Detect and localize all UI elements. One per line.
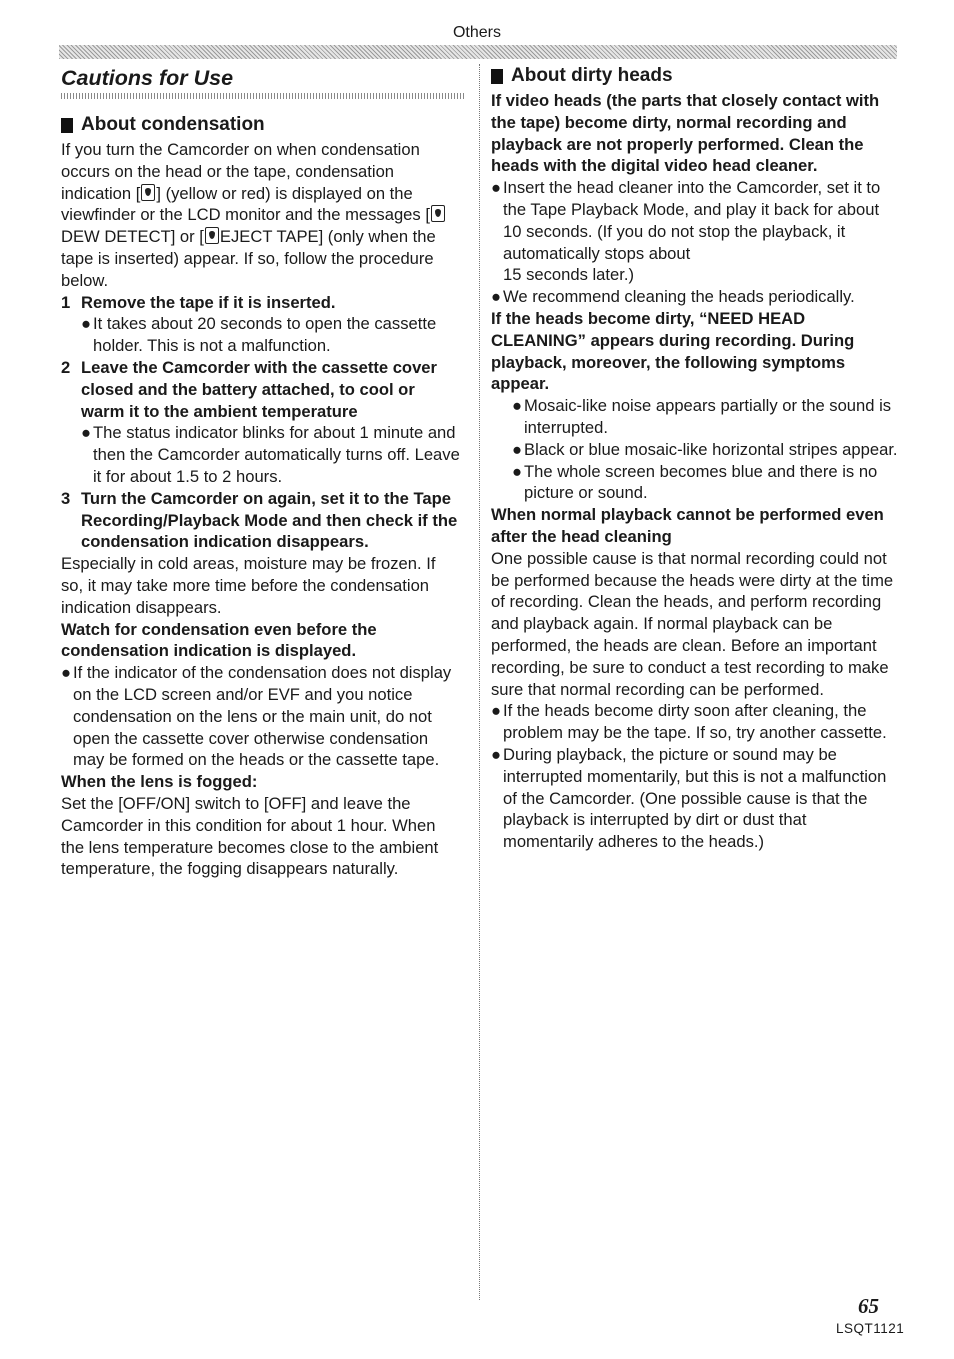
dirty-heads-heading [491,64,901,88]
interrupt-bullet [491,744,901,853]
interrupt-bullet-text: During playback, the picture or sound may be interrupted momentarily, but this is not a malfunction of the Camcorder. (One possible cause is that the playback is interrupted by dirt or dust that momentarily adheres to the heads.) [503,744,887,852]
condensation-heading-text: About condensation [81,114,265,135]
step-2 [61,357,461,422]
step-note-text: It takes about 20 seconds to open the cassette holder. This is not a malfunction. [93,314,437,356]
fogged-text: Set the [OFF/ON] switch to [OFF] and leave the Camcorder in this condition for about 1 hour. When the lens temperature becomes close to the ambient temperature, the fogging disappears naturally. [61,793,439,879]
normal-playback-text: One possible cause is that normal recording could not be performed because the heads were dirty at the time of recording. Clean the heads, and perform recording and playback again. If normal playback can be performed, the heads are clean. Before an important recording, be sure to conduct a test recording to make sure that normal recording can be performed. [491,548,894,699]
step-number: 2 [61,357,71,377]
bullet-icon: ● [512,461,523,481]
condensation-icon [141,184,155,201]
bullet-icon: ● [61,663,72,683]
watch-heading: Watch for condensation even before the condensation indication is displayed. [61,619,377,661]
dirty-heads-lead: If video heads (the parts that closely contact with the tape) become dirty, normal recording and playback are not properly performed. Clean the heads with the digital video head cleaner. [491,91,880,176]
bullet-icon: ● [512,396,523,416]
dirty-heads-heading-text: About dirty heads [511,65,673,86]
step-note-text: The status indicator blinks for about 1 minute and then the Camcorder automatically turns off. Leave it for about 1.5 to 2 hours. [93,423,460,486]
tape-bullet-text: If the heads become dirty soon after cleaning, the problem may be the tape. If so, try another cassette. [503,701,887,743]
step-2-note [61,422,461,487]
symptom-text: Black or blue mosaic-like horizontal stripes appear. [524,439,898,459]
intro-text-a: If you turn the Camcorder on when condensation occurs on the head or the tape, condensation indication [ [61,140,420,203]
normal-playback-heading: When normal playback cannot be performed even after the head cleaning [491,505,884,546]
symptom-item [491,395,901,439]
left-column [61,64,461,880]
symptom-item [491,461,901,505]
bullet-icon: ● [491,287,502,307]
step-text: Leave the Camcorder with the cassette cover closed and the battery attached, to cool or warm it to the ambient temperature [81,357,437,421]
intro-text-b: ] (yellow or red) is displayed on the viewfinder or the LCD monitor and the messages [ [61,183,430,225]
symptom-text: The whole screen becomes blue and there is no picture or sound. [524,461,878,503]
step-text: Remove the tape if it is inserted. [81,292,336,312]
condensation-heading [61,113,461,137]
step-number: 3 [61,488,71,508]
cleaner-bullet-text: Insert the head cleaner into the Camcorder, set it to the Tape Playback Mode, and play it back for about 10 seconds. (If you do not stop the playback, it automatically stops about [503,178,881,263]
bullet-icon: ● [491,744,502,764]
step-number: 1 [61,292,71,312]
step-1 [61,292,461,314]
step-1-note [61,313,461,357]
section-label: Others [452,24,501,41]
watch-bullet [61,662,461,771]
periodic-bullet-text: We recommend cleaning the heads periodically. [503,287,855,307]
condensation-icon [205,227,219,244]
bullet-icon: ● [81,314,92,334]
bullet-icon: ● [81,423,92,443]
column-divider [479,64,480,1300]
square-bullet-icon [491,69,503,84]
symptom-item [491,439,901,461]
step-text: Turn the Camcorder on again, set it to the Tape Recording/Playback Mode and then check if the condensation indication disappears. [81,488,458,552]
bullet-icon: ● [512,439,523,459]
symptoms-heading: If the heads become dirty, “NEED HEAD CLEANING” appears during recording. During playback, moreover, the following symptoms appear. [491,308,855,394]
document-code: LSQT1121 [836,1321,905,1336]
intro-text-d: EJECT TAPE] (only when the tape is inserted) appear. If so, follow the procedure below. [61,227,436,290]
watch-bullet-text: If the indicator of the condensation does not display on the LCD screen and/or EVF and you notice condensation on the lens or the main unit, do not open the cassette cover otherwise condensation may be formed on the heads or the cassette tape. [73,663,452,770]
fogged-heading: When the lens is fogged: [61,772,258,792]
page-title: Cautions for Use [61,66,234,90]
periodic-bullet [491,286,901,308]
square-bullet-icon [61,118,73,133]
title-underline [61,93,465,99]
cleaner-bullet-continued: 15 seconds later.) [503,265,634,285]
frozen-text: Especially in cold areas, moisture may be frozen. If so, it may take more time before the condensation indication disappears. [61,554,436,617]
page-number: 65 [858,1294,879,1318]
bullet-icon: ● [491,701,502,721]
cleaner-bullet [491,177,901,264]
tape-bullet [491,700,901,744]
intro-text-c: DEW DETECT] or [ [61,227,204,247]
condensation-icon [431,205,445,222]
header-rule [59,45,897,59]
right-column [491,64,901,853]
step-3 [61,488,461,553]
symptom-text: Mosaic-like noise appears partially or the sound is interrupted. [524,396,892,437]
condensation-intro [61,139,461,292]
bullet-icon: ● [491,178,502,198]
